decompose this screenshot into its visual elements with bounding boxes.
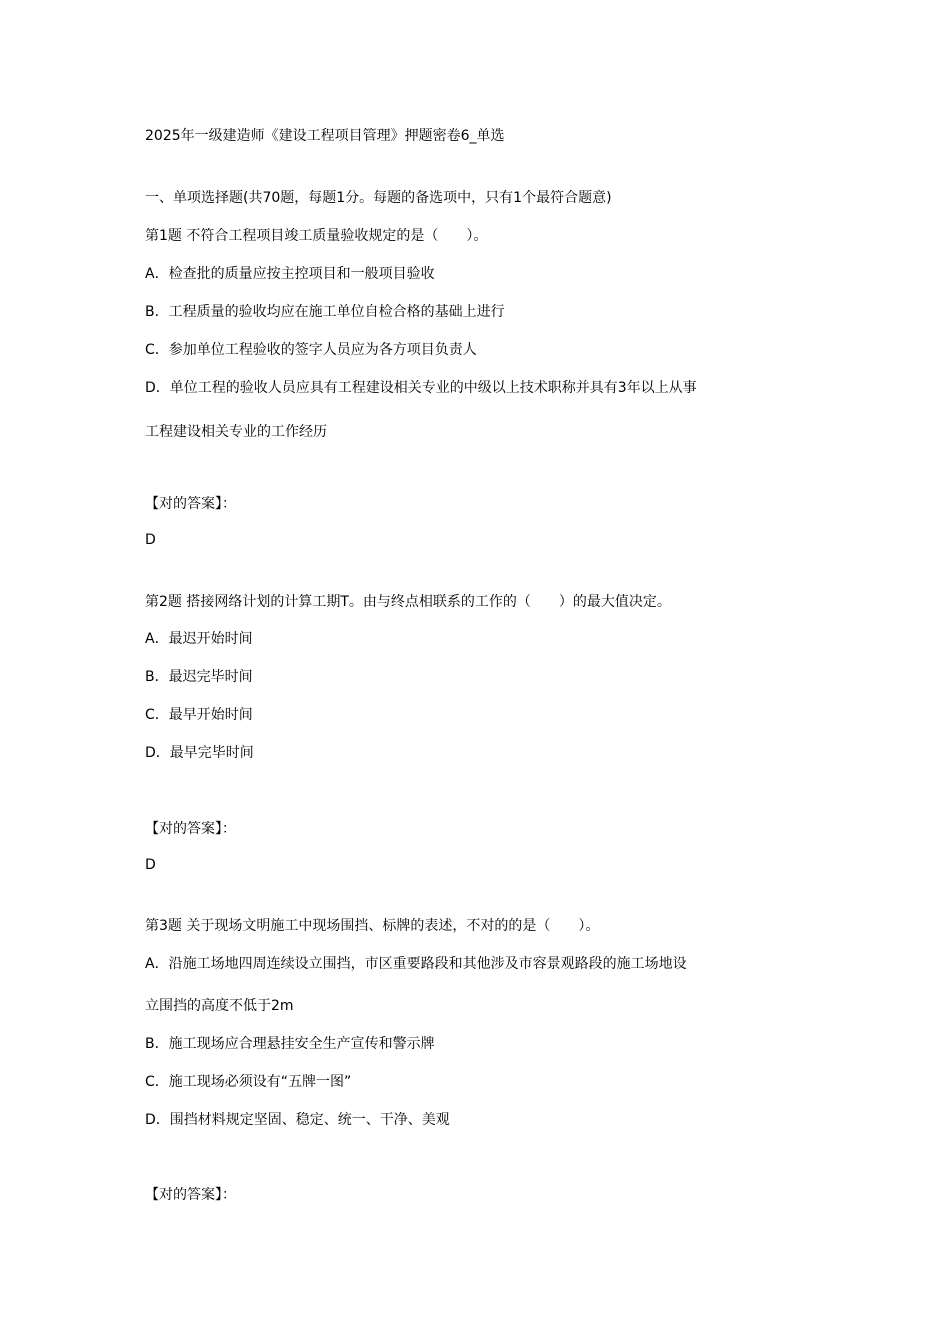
- section-heading: 一、单项选择题(共70题，每题1分。每题的备选项中，只有1个最符合题意): [145, 190, 612, 206]
- question-2-answer-label: 【对的答案】：: [145, 821, 236, 837]
- question-1-answer-label: 【对的答案】：: [145, 496, 236, 512]
- question-2-option-c: C．最早开始时间: [145, 707, 253, 723]
- question-1-option-b: B．工程质量的验收均应在施工单位自检合格的基础上进行: [145, 304, 505, 320]
- question-3-option-a: A．沿施工场地四周连续设立围挡，市区重要路段和其他涉及市容景观路段的施工场地设: [145, 956, 687, 972]
- question-3-option-c: C．施工现场必须设有“五牌一图”: [145, 1074, 352, 1090]
- question-2-option-b: B．最迟完毕时间: [145, 669, 253, 685]
- question-3-answer-label: 【对的答案】：: [145, 1187, 236, 1203]
- question-3-option-b: B．施工现场应合理悬挂安全生产宣传和警示牌: [145, 1036, 435, 1052]
- question-1-option-c: C．参加单位工程验收的签字人员应为各方项目负责人: [145, 342, 477, 358]
- question-3-option-a-continued: 立围挡的高度不低于2m: [145, 998, 294, 1014]
- question-1-option-d-continued: 工程建设相关专业的工作经历: [145, 424, 327, 440]
- question-3-option-d: D．围挡材料规定坚固、稳定、统一、干净、美观: [145, 1112, 450, 1128]
- question-2-stem: 第2题 搭接网络计划的计算工期T。由与终点相联系的工作的（ ）的最大值决定。: [145, 594, 671, 610]
- question-2-answer: D: [145, 857, 156, 873]
- question-1-option-a: A．检查批的质量应按主控项目和一般项目验收: [145, 266, 435, 282]
- document-title: 2025年一级建造师《建设工程项目管理》押题密卷6_单选: [145, 128, 505, 144]
- question-3-stem: 第3题 关于现场文明施工中现场围挡、标牌的表述，不对的的是（ ）。: [145, 918, 600, 934]
- question-1-option-d: D．单位工程的验收人员应具有工程建设相关专业的中级以上技术职称并具有3年以上从事: [145, 380, 697, 396]
- question-1-answer: D: [145, 532, 156, 548]
- question-2-option-a: A．最迟开始时间: [145, 631, 253, 647]
- question-1-stem: 第1题 不符合工程项目竣工质量验收规定的是（ ）。: [145, 228, 488, 244]
- question-2-option-d: D．最早完毕时间: [145, 745, 254, 761]
